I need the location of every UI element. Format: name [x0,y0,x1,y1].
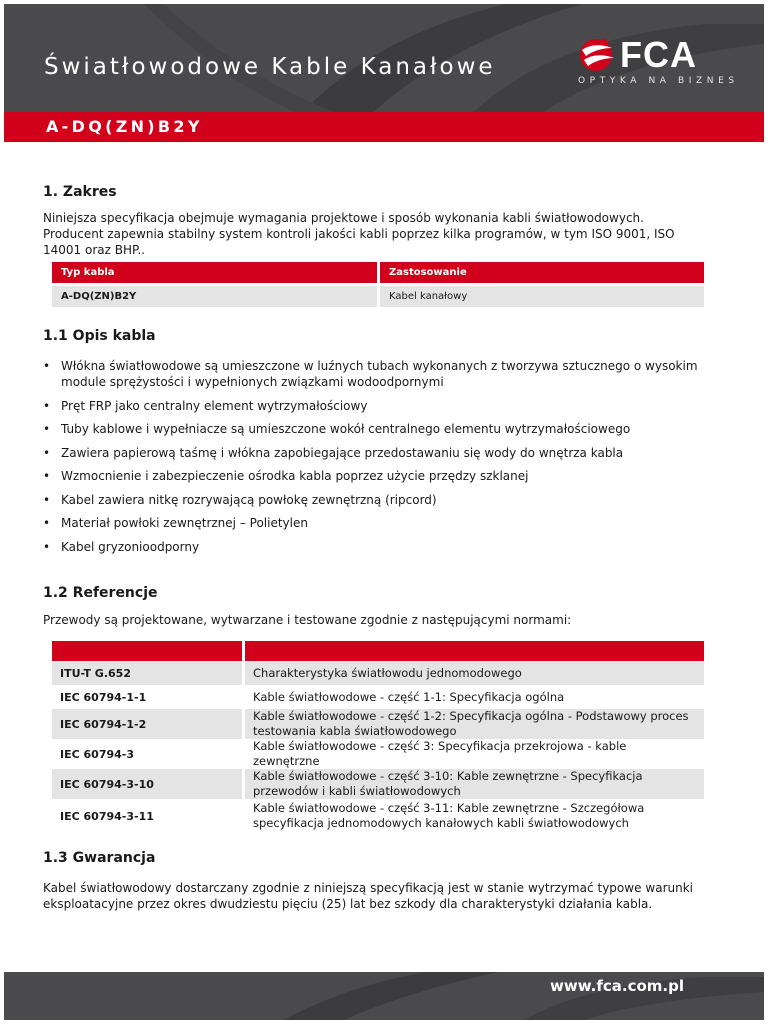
table-cell: A-DQ(ZN)B2Y [52,283,380,307]
section-heading-gwarancja: 1.3 Gwarancja [43,850,156,866]
standard-description: Charakterystyka światłowodu jednomodowego [245,661,704,685]
table-header-cell: Typ kabla [52,262,380,283]
logo-wordmark: FCA [620,34,697,75]
section-heading-opis-kabla: 1.1 Opis kabla [43,328,156,344]
product-code-bar [4,112,764,142]
standard-code: IEC 60794-1-1 [52,685,245,709]
standard-description: Kable światłowodowe - część 1-1: Specyfikacja ogólna [245,685,704,709]
standard-code: IEC 60794-3 [52,739,245,769]
table-row [52,799,704,833]
table-row [52,283,704,307]
table-header-row [52,641,704,661]
list-item: • Wzmocnienie i zabezpieczenie ośrodka kabla poprzez użycie przędzy szklanej [43,468,703,484]
cable-description-list [43,358,703,562]
section-text-referencje: Przewody są projektowane, wytwarzane i testowane zgodnie z następującymi normami: [43,613,572,627]
standard-description: Kable światłowodowe - część 3-10: Kable zewnętrzne - Specyfikacja przewodów i kabli światłowodowych [245,769,704,799]
fca-logo [576,36,746,90]
logo-tagline: OPTYKA NA BIZNES [578,76,739,86]
standard-description: Kable światłowodowe - część 1-2: Specyfikacja ogólna - Podstawowy proces testowania kabla światłowodowego [245,709,704,739]
standard-description: Kable światłowodowe - część 3-11: Kable zewnętrzne - Szczegółowa specyfikacja jednomodowych kanałowych kabli światłowodowych [245,799,704,833]
fca-logo-icon [576,36,618,76]
section-heading-zakres: 1. Zakres [43,184,117,200]
list-item: • Pręt FRP jako centralny element wytrzymałościowy [43,398,703,414]
standard-code: IEC 60794-3-10 [52,769,245,799]
table-header-cell [245,641,704,661]
standard-description: Kable światłowodowe - część 3: Specyfikacja przekrojowa - kable zewnętrzne [245,739,704,769]
list-item: • Zawiera papierową taśmę i włókna zapobiegające przedostawaniu się wody do wnętrza kabla [43,445,703,461]
standard-code: IEC 60794-1-2 [52,709,245,739]
footer-banner [4,972,764,1020]
standards-table [52,641,704,833]
list-item: • Materiał powłoki zewnętrznej – Polietylen [43,515,703,531]
table-header-row [52,262,704,283]
product-code: A-DQ(ZN)B2Y [46,117,203,136]
table-cell: Kabel kanałowy [380,283,704,307]
cable-type-table [52,262,704,307]
section-text-gwarancja: Kabel światłowodowy dostarczany zgodnie z niniejszą specyfikacją jest w stanie wytrzymać typowe warunki eksploatacyjne przez okres dwudziestu pięciu (25) lat bez szkody dla charakterystyki działania kabla. [43,881,693,911]
header-banner [4,4,764,112]
website-link[interactable]: www.fca.com.pl [550,977,684,995]
standard-code: IEC 60794-3-11 [52,799,245,833]
page-title: Światłowodowe Kable Kanałowe [44,54,496,80]
table-row [52,661,704,685]
table-header-cell [52,641,245,661]
table-row [52,685,704,709]
list-item: • Kabel zawiera nitkę rozrywającą powłokę zewnętrzną (ripcord) [43,492,703,508]
table-row [52,709,704,739]
list-item: • Włókna światłowodowe są umieszczone w luźnych tubach wykonanych z tworzywa sztucznego o wysokim module sprężystości i wypełnionych związkami wodoodpornymi [43,358,703,390]
section-heading-referencje: 1.2 Referencje [43,585,158,601]
table-row [52,769,704,799]
standard-code: ITU-T G.652 [52,661,245,685]
list-item: • Tuby kablowe i wypełniacze są umieszczone wokół centralnego elementu wytrzymałościowego [43,421,703,437]
list-item: • Kabel gryzonioodporny [43,539,703,555]
table-row [52,739,704,769]
section-text-zakres: Niniejsza specyfikacja obejmuje wymagania projektowe i sposób wykonania kabli światłowodowych. Producent zapewnia stabilny system kontroli jakości kabli poprzez kilka programów, w tym ISO 9001, ISO 14001 oraz BHP.. [43,211,675,257]
table-header-cell: Zastosowanie [380,262,704,283]
